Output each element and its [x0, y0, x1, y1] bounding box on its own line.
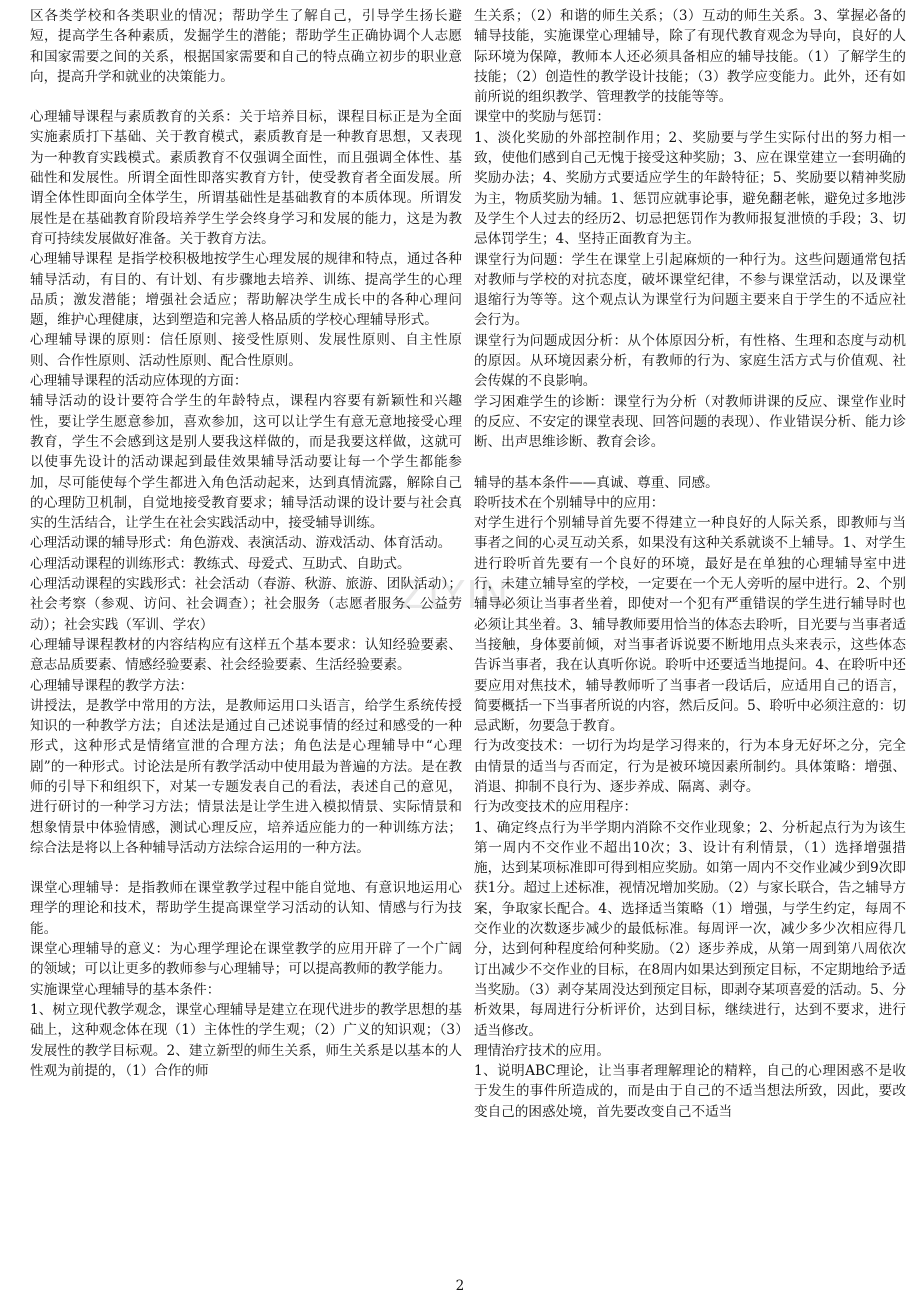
paragraph-gap	[474, 453, 906, 473]
right-column	[474, 6, 906, 1122]
paragraph: 生关系；（2）和谐的师生关系；（3）互动的师生关系。3、掌握必备的辅导技能，实施课堂心理辅导，除了有现代教育观念为导向，良好的人际环境为保障，教师本人还必须具备相应的辅导技能。（1）了解学生的技能；（2）创造性的教学设计技能；（3）教学应变能力。此外，还有如前所说的组织教学、管理教学的技能等等。	[474, 8, 906, 106]
paragraph: 心理活动课程的实践形式：社会活动（春游、秋游、旅游、团队活动）；社会考察（参观、访问、社会调查）；社会服务（志愿者服务、公益劳动）；社会实践（军训、学农）	[30, 576, 462, 633]
section-heading: 行为改变技术的应用程序：	[474, 799, 638, 816]
paragraph: 心理辅导课程与素质教育的关系：关于培养目标，课程目标正是为全面实施素质打下基础、关于教育模式，素质教育是一种教育思想，又表现为一种教育实践模式。素质教育不仅强调全面性，而且强调全体性、基础性和发展性。所谓全面性即落实教育方针，使受教育者全面发展。所谓全体性即面向全体学生，所谓基础性是基础教育的本质体现。所谓发展性是在基础教育阶段培养学生学会终身学习和发展的能力，这是为教育可持续发展做好准备。关于教育方法。	[30, 109, 462, 247]
paragraph: 课堂心理辅导：是指教师在课堂教学过程中能自觉地、有意识地运用心理学的理论和技术，帮助学生提高课堂学习活动的认知、情感与行为技能。	[30, 880, 462, 937]
paragraph: 课堂心理辅导的意义：为心理学理论在课堂教学的应用开辟了一个广阔的领域；可以让更多的教师参与心理辅导；可以提高教师的教学能力。	[30, 941, 462, 978]
paragraph: 辅导的基本条件——真诚、尊重、同感。	[474, 474, 719, 491]
section-heading: 理情治疗技术的应用。	[474, 1042, 610, 1059]
paragraph: 1、确定终点行为半学期内消除不交作业现象；2、分析起点行为为该生第一周内不交作业不超出10次；3、设计有利情景，（1）选择增强措施，达到某项标准即可得到相应奖励。如第一周内不交作业减少到9次即获1分。超过上述标准，视情况增加奖励。（2）与家长联合，告之辅导方案，争取家长配合。4、选择适当策略（1）增强，与学生约定，每周不交作业的次数逐步减少的最低标准。每周评一次，减少多少次相应得几分，达到何种程度给何种奖励。（2）逐步养成，从第一周到第八周依次订出减少不交作业的目标，在8周内如果达到预定目标，不定期地给予适当奖励。（3）剥夺某周没达到预定目标，即剥夺某项喜爱的活动。5、分析效果，每周进行分析评价，达到目标，继续进行，达到不要求，进行适当修改。	[474, 819, 906, 1039]
paragraph: 课堂行为问题成因分析：从个体原因分析，有性格、生理和态度与动机的原因。从环境因素分析，有教师的行为、家庭生活方式与价值观、社会传媒的不良影响。	[474, 332, 906, 390]
paragraph: 区各类学校和各类职业的情况；帮助学生了解自己，引导学生扬长避短，提高学生各种素质，发掘学生的潜能；帮助学生正确协调个人志愿和国家需要之间的关系，根据国家需要和自己的特点确立初步的职业意向，提高升学和就业的决策能力。	[30, 8, 462, 85]
section-heading: 实施课堂心理辅导的基本条件：	[30, 981, 221, 998]
paragraph: 心理辅导课的原则：信任原则、接受性原则、发展性原则、自主性原则、合作性原则、活动性原则、配合性原则。	[30, 332, 462, 369]
paragraph: 辅导活动的设计要符合学生的年龄特点，课程内容要有新颖性和兴趣性，要让学生愿意参加，喜欢参加，这可以让学生有意无意地接受心理教育，学生不会感到这是别人要我这样做的，而是我要这样做，这就可以使事先设计的活动课起到最佳效果辅导活动要让每一个学生都能参加，尽可能使每个学生都进入角色活动起来，达到真情流露，解除自己的心理防卫机制，自觉地接受教育要求；辅导活动课的设计要与社会真实的生活结合，让学生在社会实践活动中，接受辅导训练。	[30, 393, 462, 532]
watermark-logo: ZIYIN	[400, 573, 511, 617]
paragraph: 1、说明ABC理论，让当事者理解理论的精粹，自己的心理困惑不是收于发生的事件所造成的，而是由于自己的不适当想法所致，因此，要改变自己的困惑处境，首先要改变自己不适当	[474, 1063, 906, 1120]
paragraph: 学习困难学生的诊断：课堂行为分析（对教师讲课的反应、课堂作业时的反应、不安定的课堂表现、回答问题的表现）、作业错误分析、能力诊断、出声思维诊断、教育会诊。	[474, 393, 906, 451]
section-heading: 心理辅导课程的活动应体现的方面：	[30, 373, 248, 390]
left-column	[30, 6, 462, 1081]
paragraph-gap	[30, 87, 462, 107]
section-heading: 课堂中的奖励与惩罚：	[474, 109, 610, 126]
paragraph-gap	[30, 858, 462, 878]
paragraph: 课堂行为问题：学生在课堂上引起麻烦的一种行为。这些问题通常包括对教师与学校的对抗态度，破坏课堂纪律，不参与课堂活动，以及课堂退缩行为等等。这个观点认为课堂行为问题主要来自于学生的不适应社会行为。	[474, 251, 906, 329]
paragraph: 讲授法，是教学中常用的方法，是教师运用口头语言，给学生系统传授知识的一种教学方法；自述法是通过自己述说事情的经过和感受的一种形式，这种形式是情绪宣泄的合理方法；角色法是心理辅导中“心理剧”的一种形式。讨论法是所有教学活动中使用最为普遍的方法。是在教师的引导下和组织下，对某一专题发表自己的看法，表述自己的意见，进行研讨的一种学习方法；情景法是让学生进入模拟情景、实际情景和想象情景中体验情感，测试心理反应，培养适应能力的一种训练方法；综合法是将以上各种辅导活动方法综合运用的一种方法。	[30, 697, 462, 856]
paragraph: 心理辅导课程 是指学校积极地按学生心理发展的规律和特点，通过各种辅导活动，有目的、有计划、有步骤地去培养、训练、提高学生的心理品质；激发潜能；增强社会适应；帮助解决学生成长中的各种心理问题，维护心理健康，达到塑造和完善人格品质的学校心理辅导形式。	[30, 251, 462, 329]
paragraph: 对学生进行个别辅导首先要不得建立一种良好的人际关系，即教师与当事者之间的心灵互动关系，如果没有这种关系就谈不上辅导。1、对学生进行聆听首先要有一个良好的环境，最好是在单独的心理辅导室中进行，未建立辅导室的学校，一定要在一个无人旁听的屋中进行。2、个别辅导必须让当事者坐着，即使对一个犯有严重错误的学生进行辅导时也必须让其坐着。3、辅导教师要用恰当的体态去聆听，目光要与当事者适当接触，身体要前倾，对当事者诉说要不断地用点头来表示，这些体态告诉当事者，我在认真听你说。聆听中还要适当地提问。4、在聆听中还要应用对焦技术，辅导教师听了当事者一段话后，应适用自己的语言，简要概括一下当事者所说的内容，然后反问。5、聆听中必须注意的：切忌武断，勿要急于教育。	[474, 515, 906, 735]
section-heading: 心理辅导课程的教学方法：	[30, 677, 194, 694]
section-heading: 聆听技术在个别辅导中的应用：	[474, 494, 665, 511]
paragraph: 行为改变技术：一切行为均是学习得来的，行为本身无好坏之分，完全由情景的适当与否而定，行为是被环境因素所制约。具体策略：增强、消退、抑制不良行为、逐步养成、隔离、剥夺。	[474, 738, 906, 795]
paragraph: 心理辅导课程教材的内容结构应有这样五个基本要求：认知经验要素、意志品质要素、情感经验要素、社会经验要素、生活经验要素。	[30, 636, 462, 674]
page-number: 2	[455, 1278, 465, 1294]
paragraph: 心理活动课的辅导形式：角色游戏、表演活动、游戏活动、体育活动。	[30, 535, 452, 552]
paragraph: 心理活动课程的训练形式：教练式、母爱式、互助式、自助式。	[30, 555, 411, 572]
paragraph: 1、树立现代教学观念，课堂心理辅导是建立在现代进步的教学思想的基础上，这种观念体在现（1）主体性的学生观；（2）广义的知识观；（3）发展性的教学目标观。2、建立新型的师生关系，师生关系是以基本的人性观为前提的，（1）合作的师	[30, 1001, 462, 1079]
paragraph: 1、淡化奖励的外部控制作用；2、奖励要与学生实际付出的努力相一致，使他们感到自己无愧于接受这种奖励；3、应在课堂建立一套明确的奖励办法；4、奖励方式要适应学生的年龄特征；5、奖励要以精神奖励为主，物质奖励为辅。1、惩罚应就事论事，避免翻老帐，避免过多地涉及学生个人过去的经历2、切忌把惩罚作为教师报复泄愤的手段；3、切忌体罚学生；4、坚持正面教育为主。	[474, 129, 906, 248]
